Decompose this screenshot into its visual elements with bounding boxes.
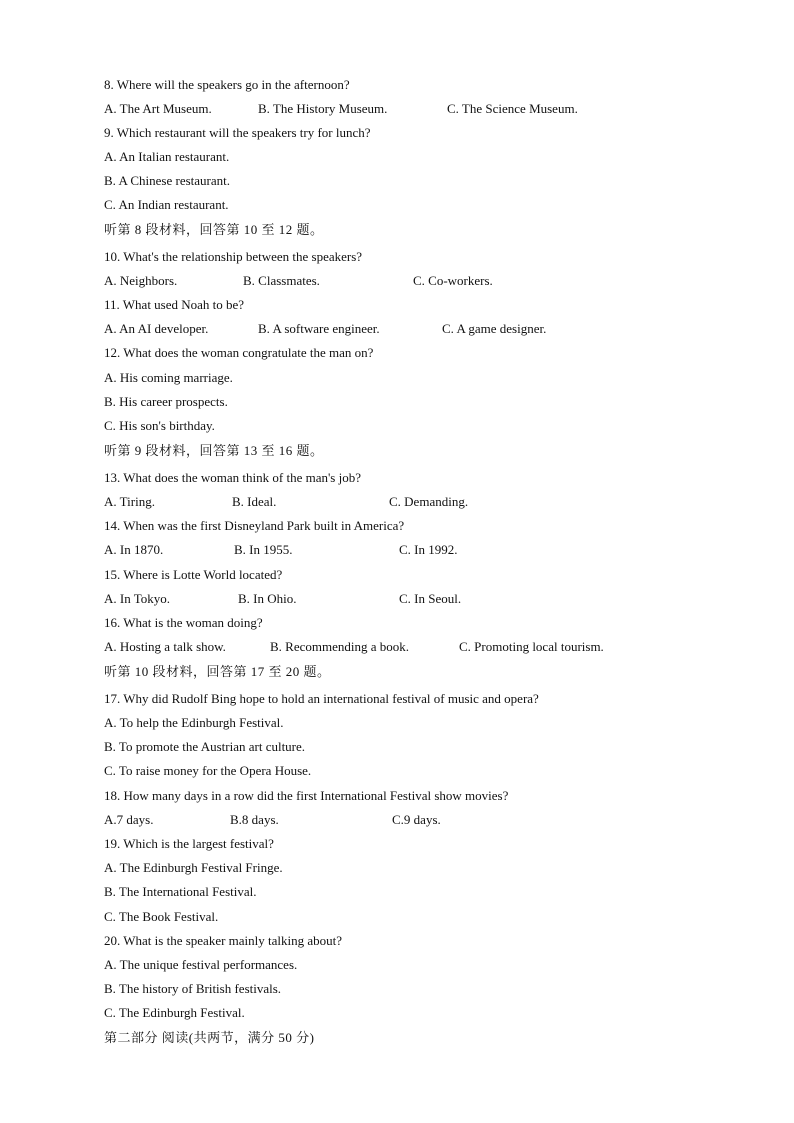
q12-option-c: C. His son's birthday. <box>104 418 215 433</box>
q9-option-c: C. An Indian restaurant. <box>104 197 229 212</box>
q9-option-a: A. An Italian restaurant. <box>104 149 230 164</box>
q16-option-c: C. Promoting local tourism. <box>459 639 604 654</box>
q20-option-c: C. The Edinburgh Festival. <box>104 1005 245 1020</box>
question-15: 15. Where is Lotte World located? <box>104 567 283 582</box>
q14-option-b: B. In 1955. <box>234 542 293 557</box>
q12-option-a: A. His coming marriage. <box>104 370 233 385</box>
q8-option-a: A. The Art Museum. <box>104 101 212 116</box>
q11-option-a: A. An AI developer. <box>104 321 209 336</box>
question-16: 16. What is the woman doing? <box>104 615 263 630</box>
q16-option-b: B. Recommending a book. <box>270 639 410 654</box>
q8-option-c: C. The Science Museum. <box>447 101 578 116</box>
q10-option-c: C. Co-workers. <box>413 273 493 288</box>
question-10: 10. What's the relationship between the speakers? <box>104 249 363 264</box>
q20-option-a: A. The unique festival performances. <box>104 957 298 972</box>
q15-option-c: C. In Seoul. <box>399 591 462 606</box>
question-11: 11. What used Noah to be? <box>104 297 245 312</box>
q11-option-c: C. A game designer. <box>442 321 547 336</box>
q17-option-c: C. To raise money for the Opera House. <box>104 763 312 778</box>
q18-option-c: C.9 days. <box>392 812 441 827</box>
section-9-heading: 听第 9 段材料，回答第 13 至 16 题。 <box>104 443 324 458</box>
question-14: 14. When was the first Disneyland Park built in America? <box>104 518 405 533</box>
q8-option-b: B. The History Museum. <box>258 101 388 116</box>
q9-option-b: B. A Chinese restaurant. <box>104 173 231 188</box>
q20-option-b: B. The history of British festivals. <box>104 981 282 996</box>
section-10-heading: 听第 10 段材料，回答第 17 至 20 题。 <box>104 664 331 679</box>
q15-option-a: A. In Tokyo. <box>104 591 171 606</box>
question-20: 20. What is the speaker mainly talking about? <box>104 933 343 948</box>
q12-option-b: B. His career prospects. <box>104 394 228 409</box>
q18-option-a: A.7 days. <box>104 812 154 827</box>
question-9: 9. Which restaurant will the speakers try for lunch? <box>104 125 371 140</box>
q19-option-c: C. The Book Festival. <box>104 909 219 924</box>
question-8: 8. Where will the speakers go in the afternoon? <box>104 77 350 92</box>
question-12: 12. What does the woman congratulate the man on? <box>104 345 374 360</box>
q17-option-b: B. To promote the Austrian art culture. <box>104 739 306 754</box>
part-two-heading: 第二部分 阅读(共两节，满分 50 分) <box>104 1030 315 1045</box>
question-19: 19. Which is the largest festival? <box>104 836 274 851</box>
q10-option-a: A. Neighbors. <box>104 273 178 288</box>
q10-option-b: B. Classmates. <box>243 273 320 288</box>
q14-option-a: A. In 1870. <box>104 542 164 557</box>
q17-option-a: A. To help the Edinburgh Festival. <box>104 715 284 730</box>
question-13: 13. What does the woman think of the man's job? <box>104 470 361 485</box>
q16-option-a: A. Hosting a talk show. <box>104 639 226 654</box>
question-18: 18. How many days in a row did the first International Festival show movies? <box>104 788 509 803</box>
q19-option-a: A. The Edinburgh Festival Fringe. <box>104 860 283 875</box>
section-8-heading: 听第 8 段材料，回答第 10 至 12 题。 <box>104 222 324 237</box>
q13-option-b: B. Ideal. <box>232 494 277 509</box>
question-17: 17. Why did Rudolf Bing hope to hold an international festival of music and opera? <box>104 691 539 706</box>
q14-option-c: C. In 1992. <box>399 542 458 557</box>
q13-option-a: A. Tiring. <box>104 494 155 509</box>
q15-option-b: B. In Ohio. <box>238 591 297 606</box>
q11-option-b: B. A software engineer. <box>258 321 380 336</box>
q18-option-b: B.8 days. <box>230 812 279 827</box>
q13-option-c: C. Demanding. <box>389 494 469 509</box>
q19-option-b: B. The International Festival. <box>104 884 257 899</box>
